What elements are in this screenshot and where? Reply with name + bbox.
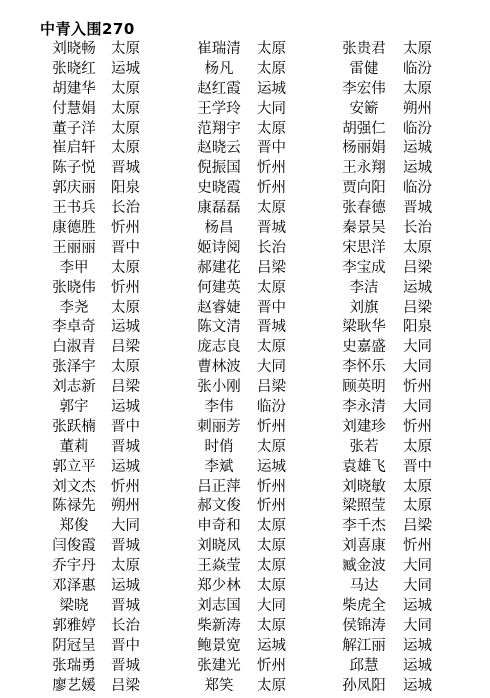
person-city: 大同 — [403, 359, 432, 376]
person-name: 刘晓畅 — [52, 41, 96, 57]
person-city: 太原 — [111, 259, 140, 276]
table-row — [0, 537, 490, 557]
person-city: 临汾 — [403, 60, 432, 77]
person-name: 刘志国 — [197, 597, 241, 614]
person-city: 吕梁 — [257, 379, 286, 396]
person-city: 朔州 — [403, 100, 432, 117]
person-city: 临汾 — [403, 180, 432, 197]
person-name: 李永清 — [342, 399, 386, 416]
person-name: 胡建华 — [52, 80, 96, 97]
person-city: 太原 — [111, 359, 140, 376]
person-name: 董子洋 — [52, 120, 96, 137]
person-city: 运城 — [403, 637, 432, 654]
person-name: 史嘉盛 — [342, 339, 386, 356]
person-name: 郝建花 — [197, 259, 241, 276]
person-name: 胡强仁 — [342, 120, 386, 137]
person-name: 张建光 — [197, 657, 241, 674]
person-city: 忻州 — [257, 478, 286, 495]
person-city: 大同 — [257, 100, 286, 117]
table-row — [0, 179, 490, 199]
person-city: 太原 — [403, 41, 432, 57]
person-name: 贾向阳 — [342, 180, 386, 197]
person-name: 孙凤阳 — [342, 677, 386, 694]
person-name: 雷健 — [349, 60, 379, 77]
person-name: 赵睿婕 — [197, 299, 241, 316]
person-city: 晋城 — [111, 438, 140, 455]
person-name: 郑俊 — [59, 518, 89, 535]
person-name: 郝文俊 — [197, 498, 241, 515]
person-name: 刘文杰 — [52, 478, 96, 495]
person-name: 张瑞勇 — [52, 657, 96, 674]
person-city: 忻州 — [403, 538, 432, 555]
person-city: 太原 — [257, 578, 286, 595]
person-city: 太原 — [257, 279, 286, 296]
person-name: 李千杰 — [342, 518, 386, 535]
person-name: 梁晓 — [59, 597, 89, 614]
person-city: 长治 — [111, 617, 140, 634]
person-city: 晋中 — [257, 140, 286, 157]
person-city: 运城 — [403, 657, 432, 674]
person-name: 刘晓凤 — [197, 538, 241, 555]
person-city: 吕梁 — [111, 339, 140, 356]
person-name: 郭庆丽 — [52, 180, 96, 197]
person-name: 刘旗 — [349, 299, 379, 316]
person-city: 太原 — [111, 299, 140, 316]
person-name: 柴虎全 — [342, 597, 386, 614]
person-name: 宋思洋 — [342, 239, 386, 256]
person-city: 吕梁 — [111, 677, 140, 694]
person-name: 阴冠呈 — [52, 637, 96, 654]
person-name: 梁耿华 — [342, 319, 386, 336]
person-city: 太原 — [257, 200, 286, 217]
person-name: 崔瑞清 — [197, 41, 241, 57]
person-city: 晋中 — [111, 637, 140, 654]
person-city: 吕梁 — [403, 259, 432, 276]
person-name: 陈子悦 — [52, 160, 96, 177]
table-row — [0, 358, 490, 378]
person-name: 付慧娟 — [52, 100, 96, 117]
table-row — [0, 677, 490, 697]
person-city: 运城 — [111, 578, 140, 595]
table-row — [0, 557, 490, 577]
person-city: 大同 — [403, 578, 432, 595]
person-name: 刘晓敏 — [342, 478, 386, 495]
person-city: 忻州 — [257, 180, 286, 197]
person-name: 乔宇丹 — [52, 558, 96, 575]
person-city: 晋中 — [111, 418, 140, 435]
person-name: 张若 — [349, 438, 379, 455]
person-name: 刺丽芳 — [197, 418, 241, 435]
person-name: 李斌 — [204, 458, 234, 475]
person-city: 运城 — [257, 80, 286, 97]
person-city: 太原 — [257, 60, 286, 77]
person-city: 晋中 — [257, 299, 286, 316]
person-city: 太原 — [403, 438, 432, 455]
person-city: 大同 — [257, 359, 286, 376]
person-city: 大同 — [403, 399, 432, 416]
person-name: 梁照莹 — [342, 498, 386, 515]
table-row — [0, 418, 490, 438]
person-name: 袁雄飞 — [342, 458, 386, 475]
person-name: 郭立平 — [52, 458, 96, 475]
person-name: 廖艺媛 — [52, 677, 96, 694]
person-city: 太原 — [257, 438, 286, 455]
person-city: 太原 — [257, 339, 286, 356]
person-name: 杨凡 — [204, 60, 234, 77]
person-city: 运城 — [403, 160, 432, 177]
person-name: 李宏伟 — [342, 80, 386, 97]
person-name: 董莉 — [59, 438, 89, 455]
person-city: 临汾 — [403, 120, 432, 137]
person-city: 运城 — [111, 458, 140, 475]
person-name: 康磊磊 — [197, 200, 241, 217]
person-city: 忻州 — [257, 498, 286, 515]
person-city: 忻州 — [403, 418, 432, 435]
person-city: 忻州 — [257, 160, 286, 177]
table-row — [0, 159, 490, 179]
person-name: 赵红霞 — [197, 80, 241, 97]
person-name: 史晓霞 — [197, 180, 241, 197]
person-city: 运城 — [403, 677, 432, 694]
table-row — [0, 458, 490, 478]
person-city: 吕梁 — [257, 259, 286, 276]
person-name: 王丽丽 — [52, 239, 96, 256]
table-row — [0, 40, 490, 60]
person-city: 大同 — [403, 339, 432, 356]
person-city: 大同 — [111, 518, 140, 535]
table-row — [0, 657, 490, 677]
person-city: 晋中 — [111, 239, 140, 256]
table-row — [0, 259, 490, 279]
person-name: 吕正萍 — [197, 478, 241, 495]
table-row — [0, 338, 490, 358]
table-row — [0, 199, 490, 219]
person-name: 张晓红 — [52, 60, 96, 77]
person-city: 太原 — [403, 498, 432, 515]
table-row — [0, 517, 490, 537]
person-name: 王学玲 — [197, 100, 241, 117]
person-name: 王焱莹 — [197, 558, 241, 575]
person-city: 晋城 — [111, 538, 140, 555]
table-row — [0, 438, 490, 458]
person-name: 秦景吴 — [342, 220, 386, 237]
table-row — [0, 299, 490, 319]
table-row — [0, 398, 490, 418]
person-name: 刘建珍 — [342, 418, 386, 435]
person-city: 长治 — [403, 220, 432, 237]
table-row — [0, 597, 490, 617]
person-city: 运城 — [257, 637, 286, 654]
person-city: 忻州 — [111, 220, 140, 237]
person-city: 晋城 — [111, 597, 140, 614]
person-name: 申奇和 — [197, 518, 241, 535]
table-row — [0, 617, 490, 637]
document-title: 中青入围270 — [40, 20, 135, 38]
table-row — [0, 100, 490, 120]
person-city: 太原 — [257, 538, 286, 555]
person-name: 李甲 — [59, 259, 89, 276]
person-name: 张泽宇 — [52, 359, 96, 376]
person-name: 白淑青 — [52, 339, 96, 356]
person-city: 晋城 — [403, 200, 432, 217]
table-row — [0, 318, 490, 338]
person-city: 吕梁 — [403, 299, 432, 316]
person-name: 邓泽惠 — [52, 578, 96, 595]
person-name: 李洁 — [349, 279, 379, 296]
table-row — [0, 637, 490, 657]
person-city: 太原 — [403, 239, 432, 256]
table-row — [0, 219, 490, 239]
person-city: 太原 — [257, 41, 286, 57]
person-city: 晋城 — [257, 319, 286, 336]
person-name: 姬诗阅 — [197, 239, 241, 256]
person-city: 晋中 — [403, 458, 432, 475]
person-city: 太原 — [257, 558, 286, 575]
person-city: 太原 — [111, 100, 140, 117]
person-city: 朔州 — [111, 498, 140, 515]
person-city: 运城 — [257, 458, 286, 475]
person-name: 陈文清 — [197, 319, 241, 336]
person-name: 解江丽 — [342, 637, 386, 654]
table-row — [0, 239, 490, 259]
person-name: 郑少林 — [197, 578, 241, 595]
table-row — [0, 60, 490, 80]
person-city: 阳泉 — [403, 319, 432, 336]
person-name: 王书兵 — [52, 200, 96, 217]
person-name: 张贵君 — [342, 41, 386, 57]
person-city: 长治 — [257, 239, 286, 256]
person-name: 王永翔 — [342, 160, 386, 177]
person-city: 太原 — [111, 140, 140, 157]
person-city: 吕梁 — [403, 518, 432, 535]
person-city: 太原 — [111, 120, 140, 137]
person-name: 李宝成 — [342, 259, 386, 276]
person-city: 大同 — [257, 597, 286, 614]
person-city: 晋城 — [257, 220, 286, 237]
person-city: 大同 — [403, 558, 432, 575]
person-city: 晋城 — [111, 657, 140, 674]
table-row — [0, 378, 490, 398]
person-city: 太原 — [257, 617, 286, 634]
person-city: 忻州 — [111, 279, 140, 296]
person-name: 李怀乐 — [342, 359, 386, 376]
table-row — [0, 478, 490, 498]
table-row — [0, 577, 490, 597]
person-name: 张小刚 — [197, 379, 241, 396]
person-name: 刘志新 — [52, 379, 96, 396]
person-name: 刘喜康 — [342, 538, 386, 555]
person-name: 杨丽娟 — [342, 140, 386, 157]
table-row — [0, 279, 490, 299]
person-name: 臧金波 — [342, 558, 386, 575]
person-name: 陈禄先 — [52, 498, 96, 515]
person-name: 倪振国 — [197, 160, 241, 177]
person-city: 阳泉 — [111, 180, 140, 197]
person-name: 崔启轩 — [52, 140, 96, 157]
person-city: 太原 — [403, 478, 432, 495]
person-city: 运城 — [111, 319, 140, 336]
person-city: 运城 — [403, 597, 432, 614]
person-name: 郭宇 — [59, 399, 89, 416]
person-name: 杨昌 — [204, 220, 234, 237]
person-city: 晋城 — [111, 160, 140, 177]
table-row — [0, 139, 490, 159]
person-city: 运城 — [111, 60, 140, 77]
person-city: 太原 — [257, 120, 286, 137]
person-name: 侯锦涛 — [342, 617, 386, 634]
person-name: 邱慧 — [349, 657, 379, 674]
person-city: 太原 — [257, 677, 286, 694]
table-row — [0, 497, 490, 517]
person-city: 太原 — [111, 80, 140, 97]
person-name: 张春德 — [342, 200, 386, 217]
person-name: 范翔宇 — [197, 120, 241, 137]
person-name: 郭雅婷 — [52, 617, 96, 634]
person-name: 李尧 — [59, 299, 89, 316]
person-name: 鲍景宽 — [197, 637, 241, 654]
name-list-table — [0, 40, 490, 696]
person-name: 何建英 — [197, 279, 241, 296]
person-name: 闫俊霞 — [52, 538, 96, 555]
person-city: 太原 — [111, 558, 140, 575]
person-name: 时俏 — [204, 438, 234, 455]
person-city: 太原 — [111, 41, 140, 57]
person-name: 张晓伟 — [52, 279, 96, 296]
person-city: 运城 — [111, 399, 140, 416]
person-name: 柴新涛 — [197, 617, 241, 634]
person-name: 庞志良 — [197, 339, 241, 356]
person-city: 吕梁 — [111, 379, 140, 396]
person-name: 李卓奇 — [52, 319, 96, 336]
person-name: 马达 — [349, 578, 379, 595]
person-city: 长治 — [111, 200, 140, 217]
person-name: 安簖 — [349, 100, 379, 117]
person-name: 张跃楠 — [52, 418, 96, 435]
person-name: 赵晓云 — [197, 140, 241, 157]
person-name: 康德胜 — [52, 220, 96, 237]
person-name: 曹林波 — [197, 359, 241, 376]
person-name: 郑笑 — [204, 677, 234, 694]
person-name: 顾英明 — [342, 379, 386, 396]
person-city: 忻州 — [257, 418, 286, 435]
person-city: 运城 — [403, 279, 432, 296]
person-city: 太原 — [403, 80, 432, 97]
person-city: 大同 — [403, 617, 432, 634]
person-city: 忻州 — [111, 478, 140, 495]
person-city: 临汾 — [257, 399, 286, 416]
person-city: 运城 — [403, 140, 432, 157]
person-city: 太原 — [257, 518, 286, 535]
table-row — [0, 120, 490, 140]
person-city: 忻州 — [403, 379, 432, 396]
person-city: 忻州 — [257, 657, 286, 674]
table-row — [0, 80, 490, 100]
person-name: 李伟 — [204, 399, 234, 416]
